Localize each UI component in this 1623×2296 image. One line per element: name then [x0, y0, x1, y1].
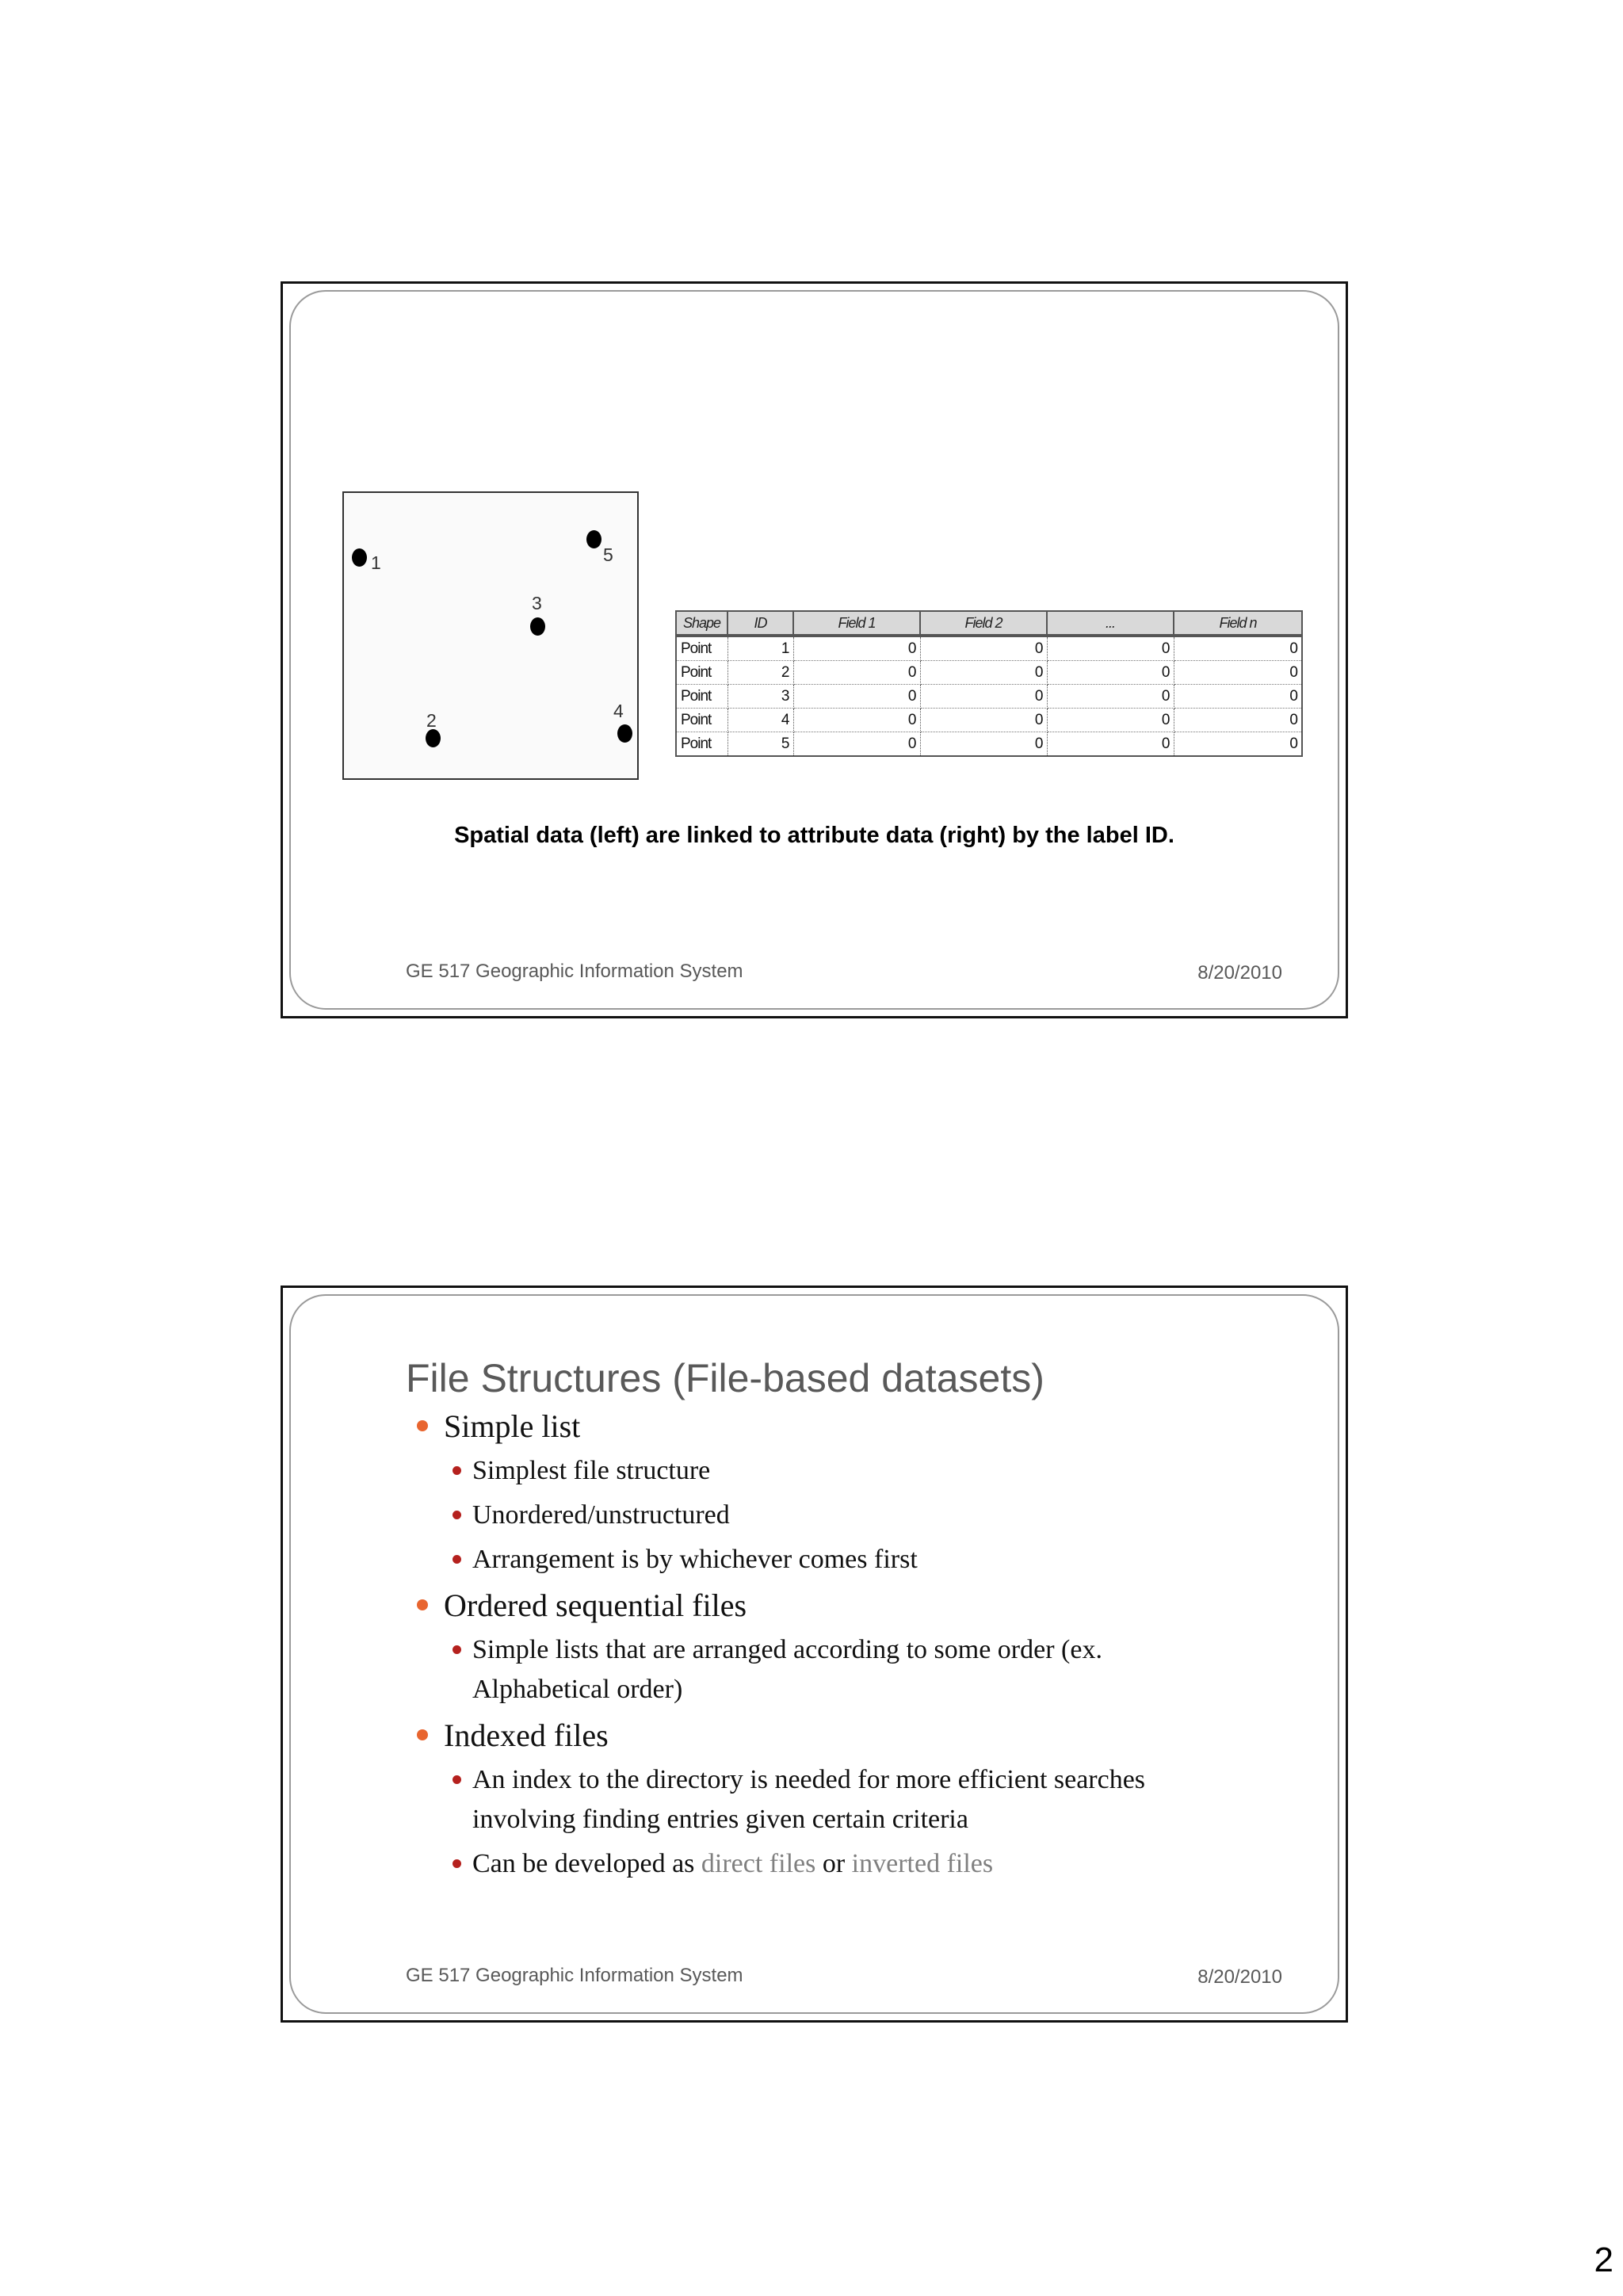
map-point-label: 1: [371, 552, 381, 573]
figure-caption: Spatial data (left) are linked to attribute data (right) by the label ID.: [454, 823, 1174, 848]
table-row: [676, 709, 1302, 732]
map-point-label: 2: [426, 710, 437, 731]
table-cell: 0: [1047, 709, 1174, 732]
column-header: Shape: [676, 611, 727, 636]
table-cell: 0: [920, 685, 1047, 709]
table-cell: 0: [793, 636, 920, 661]
table-cell: Point: [676, 709, 727, 732]
sub-bullet-item: [406, 1540, 1186, 1580]
map-point-label: 4: [613, 701, 624, 721]
map-point: [352, 548, 367, 567]
map-point-label: 5: [603, 544, 613, 565]
bullet-text: Ordered sequential files: [444, 1587, 747, 1623]
slide-1-inner: [289, 290, 1339, 1010]
slide-footer-date: 8/20/2010: [1197, 1966, 1282, 1988]
slide-footer-course: GE 517 Geographic Information System: [406, 1965, 743, 1986]
sub-bullet-item: [406, 1760, 1186, 1839]
table-cell: 0: [1174, 636, 1302, 661]
sub-bullet-text: Unordered/unstructured: [472, 1500, 730, 1530]
table-row: [676, 685, 1302, 709]
bullet-dot-icon: [417, 1599, 428, 1610]
table-row: [676, 636, 1302, 661]
sub-bullet-middle: or: [815, 1849, 852, 1878]
slide-footer-date: 8/20/2010: [1197, 962, 1282, 984]
slide-footer-course: GE 517 Geographic Information System: [406, 961, 743, 982]
table-cell: 0: [793, 709, 920, 732]
sub-bullet-item: [406, 1496, 1186, 1535]
table-cell: 4: [727, 709, 793, 732]
table-cell: 0: [920, 661, 1047, 685]
sub-bullet-prefix: Can be developed as: [472, 1849, 701, 1878]
table-cell: 0: [1174, 661, 1302, 685]
table-cell: Point: [676, 661, 727, 685]
bullet-dot-icon: [417, 1729, 428, 1740]
sub-bullet-text: Simplest file structure: [472, 1456, 711, 1485]
bullet-text: Simple list: [444, 1408, 581, 1444]
table-cell: 0: [1047, 636, 1174, 661]
attribute-table: [675, 610, 1301, 757]
term-direct-files: direct files: [701, 1849, 816, 1878]
table-cell: 5: [727, 732, 793, 757]
table-cell: Point: [676, 732, 727, 757]
column-header: Field 1: [793, 611, 920, 636]
slide-2-inner: [289, 1294, 1339, 2014]
bullet-item: [406, 1716, 1238, 1755]
table-cell: 0: [793, 661, 920, 685]
sub-bullet-dot-icon: [453, 1466, 461, 1475]
table-cell: 0: [1174, 732, 1302, 757]
table-cell: Point: [676, 636, 727, 661]
term-inverted-files: inverted files: [851, 1849, 994, 1878]
map-point: [617, 724, 632, 743]
bullet-text: Indexed files: [444, 1717, 609, 1753]
map-point-label: 3: [532, 593, 542, 613]
slide-2: [281, 1286, 1348, 2023]
table-cell: 0: [1174, 709, 1302, 732]
table-row: [676, 661, 1302, 685]
slide-1: [281, 281, 1348, 1018]
sub-bullet-item: [406, 1451, 1186, 1491]
table-cell: 0: [793, 732, 920, 757]
sub-bullet-text: Simple lists that are arranged according to some order (ex. Alphabetical order): [472, 1635, 1102, 1704]
table-cell: 0: [1047, 661, 1174, 685]
table-cell: 0: [920, 732, 1047, 757]
table-cell: 0: [793, 685, 920, 709]
sub-bullet-text: Arrangement is by whichever comes first: [472, 1545, 918, 1574]
sub-bullet-item: [406, 1630, 1186, 1710]
bullet-list: [406, 1407, 1238, 1884]
sub-bullet-dot-icon: [453, 1859, 461, 1868]
table-cell: 0: [1174, 685, 1302, 709]
column-header: ...: [1047, 611, 1174, 636]
column-header: Field 2: [920, 611, 1047, 636]
map-point: [530, 617, 545, 636]
sub-bullet-dot-icon: [453, 1511, 461, 1519]
bullet-dot-icon: [417, 1420, 428, 1431]
column-header: Field n: [1174, 611, 1302, 636]
map-point: [426, 729, 441, 747]
spatial-map: [342, 491, 639, 780]
table-cell: Point: [676, 685, 727, 709]
bullet-item: [406, 1586, 1238, 1626]
page-number: 2: [1594, 2241, 1613, 2279]
table-header-row: [676, 611, 1302, 636]
table-row: [676, 732, 1302, 757]
table-cell: 2: [727, 661, 793, 685]
sub-bullet-text: An index to the directory is needed for more efficient searches involving finding entries given certain criteria: [472, 1765, 1146, 1834]
map-point: [586, 530, 601, 548]
table-cell: 0: [1047, 732, 1174, 757]
column-header: ID: [727, 611, 793, 636]
table-cell: 0: [920, 709, 1047, 732]
table-cell: 3: [727, 685, 793, 709]
table-cell: 0: [1047, 685, 1174, 709]
sub-bullet-dot-icon: [453, 1645, 461, 1654]
slide-title: File Structures (File-based datasets): [406, 1356, 1044, 1400]
sub-bullet-item: [406, 1844, 1186, 1884]
bullet-item: [406, 1407, 1238, 1446]
table-cell: 0: [920, 636, 1047, 661]
sub-bullet-dot-icon: [453, 1775, 461, 1784]
table-cell: 1: [727, 636, 793, 661]
sub-bullet-dot-icon: [453, 1555, 461, 1564]
